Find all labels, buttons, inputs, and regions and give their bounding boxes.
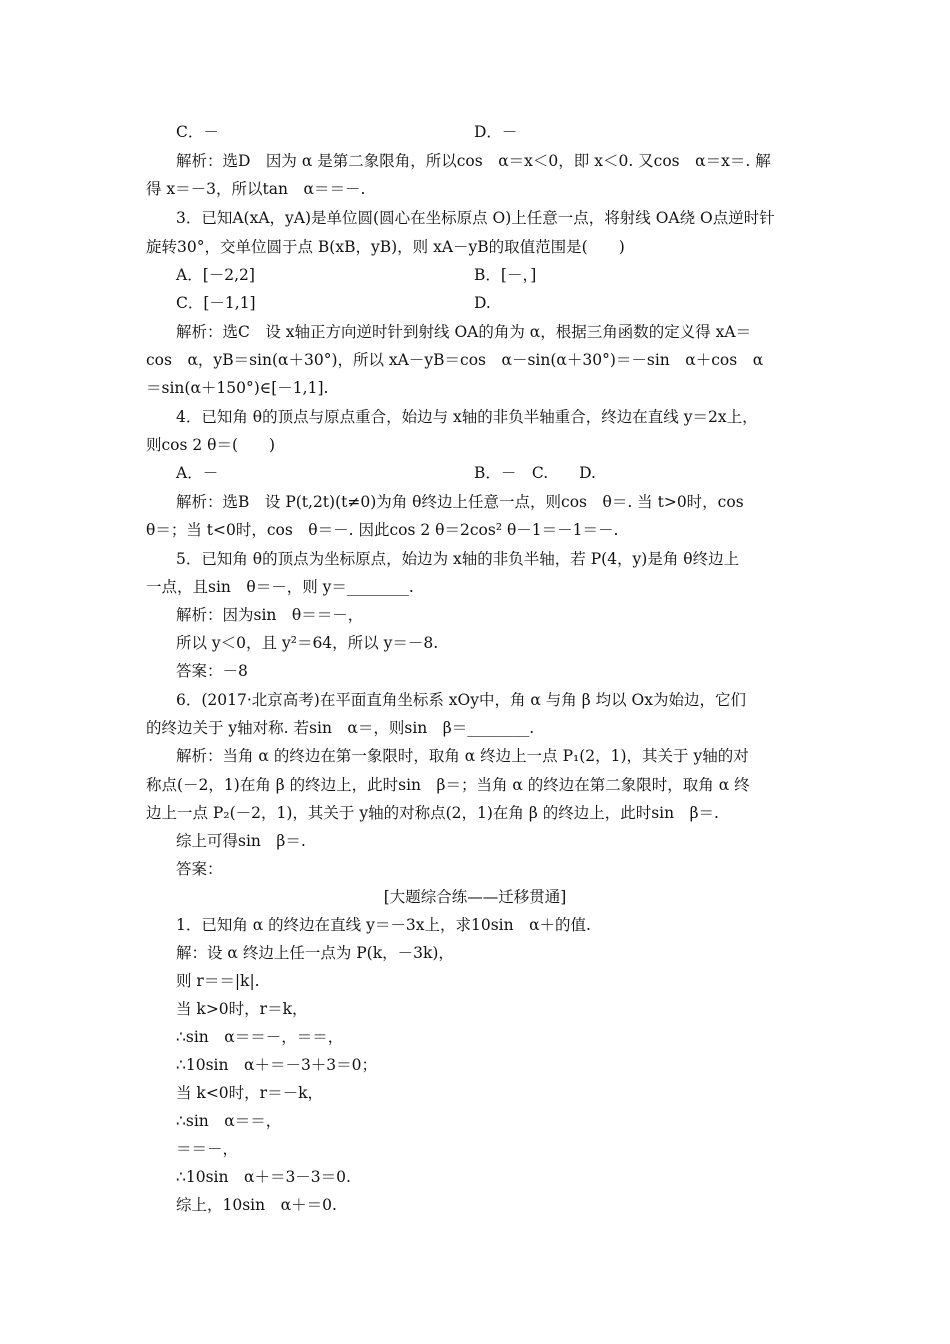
text-line: θ＝；当 t<0时，cos θ＝－. 因此cos 2 θ＝2cos² θ－1＝－1＝－. [146, 521, 619, 539]
text-line: A．－ [176, 464, 219, 482]
text-line: ∴sin α＝＝， [176, 1112, 282, 1130]
text-line: 当 k<0时，r＝－k， [176, 1084, 323, 1102]
text-line: ∴10sin α＋＝－3＋3＝0； [176, 1056, 378, 1074]
text-line: 答案： [176, 860, 223, 878]
text-line: 解析：当角 α 的终边在第一象限时，取角 α 终边上一点 P₁(2，1)，其关于 y轴的对 [176, 747, 749, 765]
text-line: 旋转30°，交单位圆于点 B(xB，yB)，则 xA－yB的取值范围是( ) [146, 238, 625, 256]
text-line: B．－ C. D. [474, 464, 596, 482]
text-line: 称点(－2，1)在角 β 的终边上，此时sin β＝；当角 α 的终边在第二象限时，取角 α 终 [146, 776, 750, 794]
text-line: ＝＝－， [176, 1140, 239, 1158]
text-line: B．[－，] [474, 266, 537, 284]
text-line: [大题综合练——迁移贯通] [383, 888, 567, 906]
text-line: 1．已知角 α 的终边在直线 y＝－3x上，求10sin α＋的值. [176, 916, 591, 934]
text-line: 则 r＝＝|k|. [176, 972, 260, 990]
text-line: 解析：选D 因为 α 是第二象限角，所以cos α＝x＜0，即 x＜0. 又cos α＝x＝. 解 [176, 152, 771, 170]
text-line: C．[－1,1] [176, 294, 256, 312]
text-line: 解析：因为sin θ＝＝－， [176, 606, 364, 624]
text-line: 综上，10sin α＋＝0. [176, 1196, 337, 1214]
text-line: ∴10sin α＋＝3－3＝0. [176, 1168, 351, 1186]
text-line: A．[－2,2] [176, 266, 255, 284]
text-line: 当 k>0时，r＝k， [176, 1000, 308, 1018]
text-line: 综上可得sin β＝. [176, 832, 306, 850]
text-line: ∴sin α＝＝－，＝＝， [176, 1028, 344, 1046]
text-line: 的终边关于 y轴对称. 若sin α＝，则sin β＝________. [146, 719, 535, 737]
text-line: 5．已知角 θ的顶点为坐标原点，始边为 x轴的非负半轴，若 P(4，y)是角 θ终边上 [176, 550, 740, 568]
text-line: ＝sin(α＋150°)∈[－1,1]. [146, 379, 329, 397]
text-line: 则cos 2 θ＝( ) [146, 436, 276, 454]
text-line: cos α，yB＝sin(α＋30°)，所以 xA－yB＝cos α－sin(α＋30°)＝－sin α＋cos α [146, 351, 764, 369]
text-line: 4．已知角 θ的顶点与原点重合，始边与 x轴的非负半轴重合，终边在直线 y＝2x上， [176, 408, 758, 426]
text-line: 解析：选C 设 x轴正方向逆时针到射线 OA的角为 α，根据三角函数的定义得 xA＝ [176, 323, 752, 341]
text-line: 边上一点 P₂(－2，1)，其关于 y轴的对称点(2，1)在角 β 的终边上，此时sin β＝. [146, 804, 719, 822]
text-line: 所以 y＜0，且 y²＝64，所以 y＝－8. [176, 634, 439, 652]
text-line: 答案：－8 [176, 662, 248, 680]
text-line: D．－ [474, 123, 518, 141]
text-line: C．－ [176, 123, 219, 141]
text-line: 一点，且sin θ＝－，则 y＝________. [146, 578, 414, 596]
text-line: 解析：选B 设 P(t,2t)(t≠0)为角 θ终边上任意一点，则cos θ＝. 当 t>0时，cos [176, 493, 744, 511]
text-line: 6．(2017·北京高考)在平面直角坐标系 xOy中，角 α 与角 β 均以 Ox为始边，它们 [176, 691, 746, 709]
text-line: 得 x＝－3，所以tan α＝＝－. [146, 180, 366, 198]
text-line: D. [474, 294, 491, 312]
text-line: 3．已知A(xA，yA)是单位圆(圆心在坐标原点 O)上任意一点，将射线 OA绕 O点逆时针 [176, 209, 775, 227]
text-line: 解：设 α 终边上任一点为 P(k，－3k)， [176, 944, 454, 962]
